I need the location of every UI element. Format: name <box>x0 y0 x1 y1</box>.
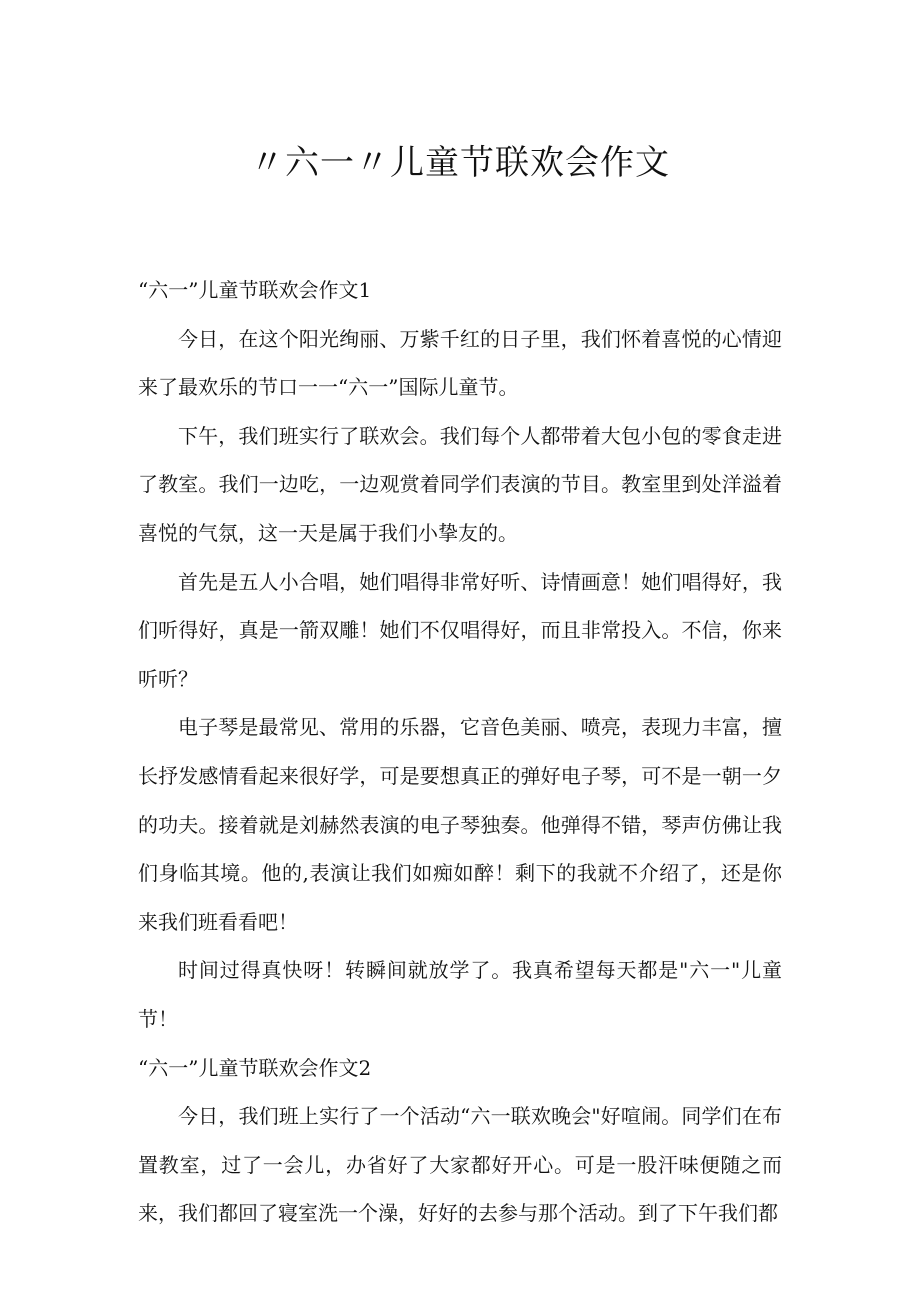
paragraph: 今日，我们班上实行了一个活动“六一联欢晚会"好喧闹。同学们在布置教室，过了一会儿，办省好了大家都好开心。可是一股汗味便随之而来，我们都回了寝室洗一个澡，好好的去参与那个活动。到了下午我们都 <box>138 1104 782 1226</box>
paragraph: 下午，我们班实行了联欢会。我们每个人都带着大包小包的零食走进了教室。我们一边吃，一边观赏着同学们表演的节目。教室里到处洋溢着喜悦的气氛，这一天是属于我们小挚友的。 <box>138 423 782 545</box>
paragraph: 时间过得真快呀！转瞬间就放学了。我真希望每天都是"六一"儿童节！ <box>138 958 782 1031</box>
page-title: 〃六一〃儿童节联欢会作文 <box>250 143 670 183</box>
document-body <box>138 266 782 1238</box>
section-heading-2: “六一”儿童节联欢会作文2 <box>138 1055 372 1080</box>
paragraph: 首先是五人小合唱，她们唱得非常好听、诗情画意！她们唱得好，我们听得好，真是一箭双雕！她们不仅唱得好，而且非常投入。不信，你来听听？ <box>138 569 782 691</box>
section-heading-1: “六一”儿童节联欢会作文1 <box>138 278 372 302</box>
paragraph: 今日，在这个阳光绚丽、万紫千红的日子里，我们怀着喜悦的心情迎来了最欢乐的节口一一“六一”国际儿童节。 <box>138 326 782 400</box>
paragraph: 电子琴是最常见、常用的乐器，它音色美丽、喷亮，表现力丰富，擅长抒发感情看起来很好学，可是要想真正的弹好电子琴，可不是一朝一夕的功夫。接着就是刘赫然表演的电子琴独奏。他弹得不错，琴声仿佛让我们身临其境。他的,表演让我们如痴如醉！剩下的我就不介绍了，还是你来我们班看看吧！ <box>138 715 782 934</box>
